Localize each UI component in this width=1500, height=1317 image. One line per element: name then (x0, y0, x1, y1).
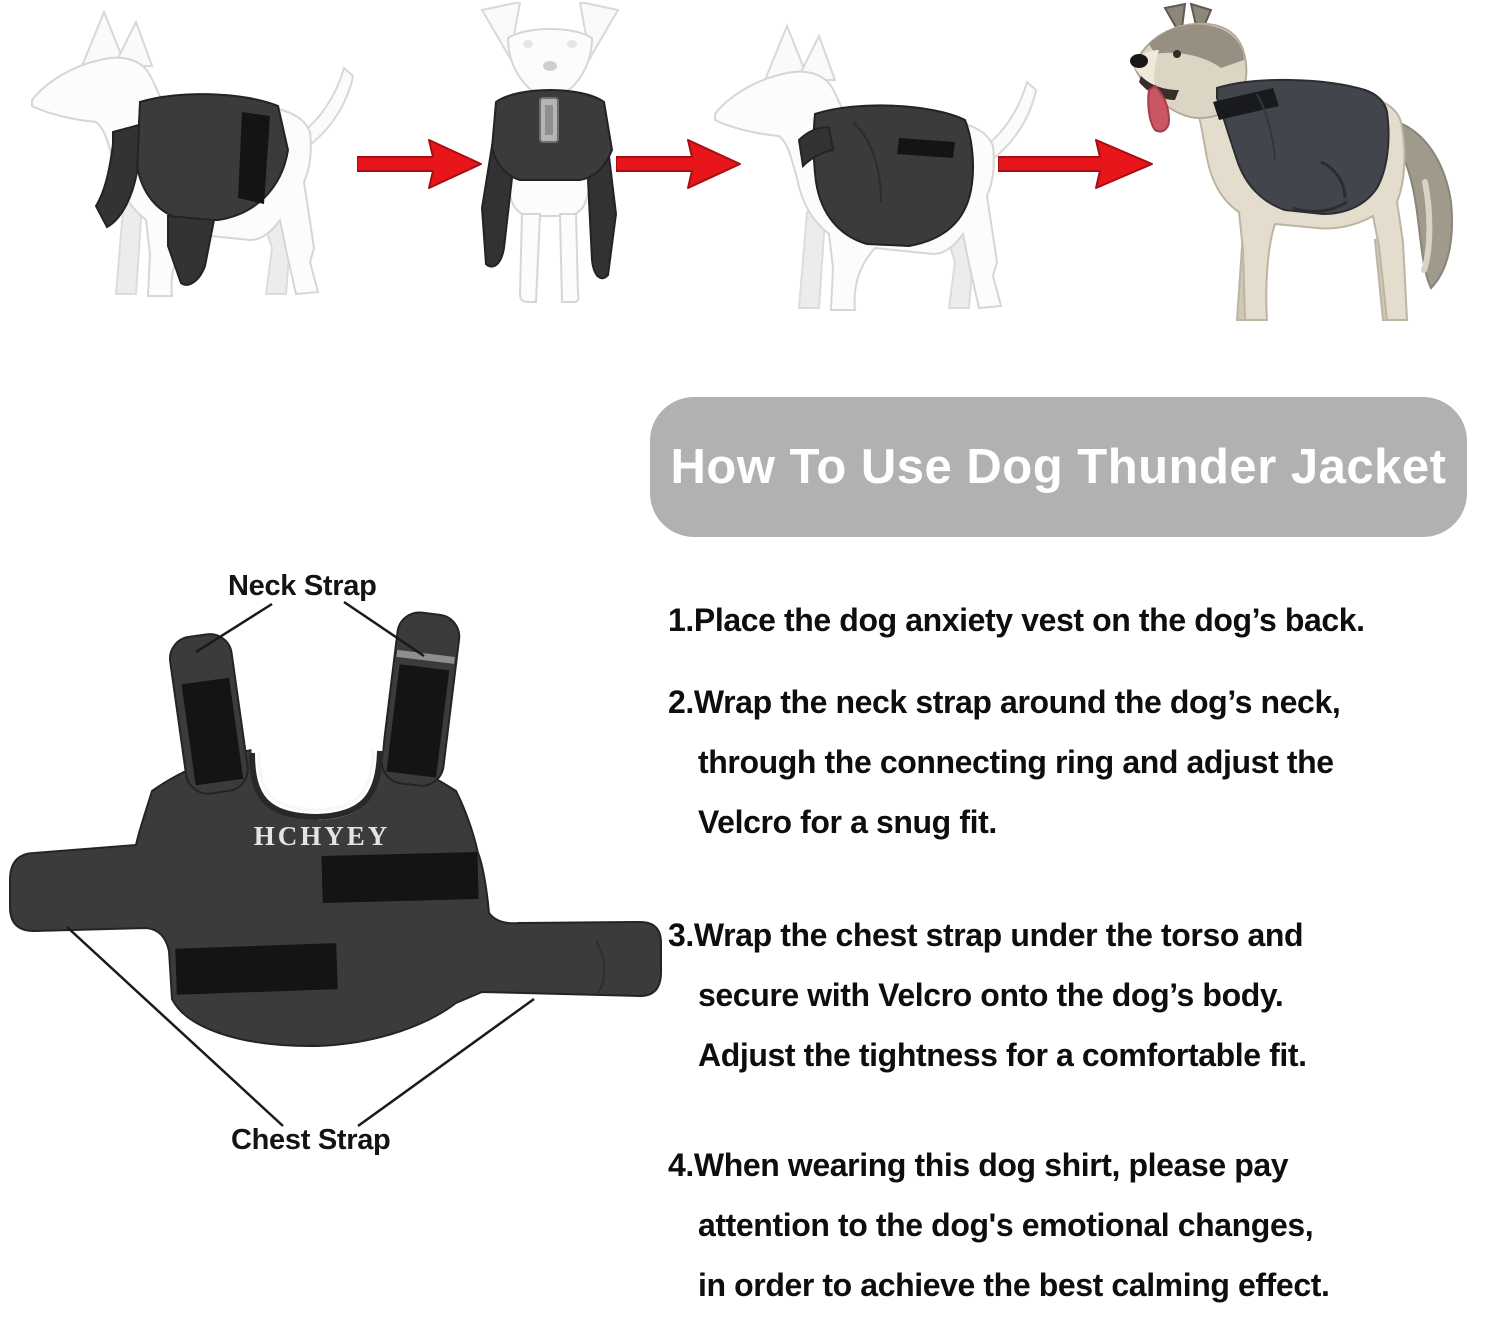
vest-worn-shape (814, 105, 973, 246)
step-line: secure with Velcro onto the dog’s body. (698, 977, 1284, 1013)
vest-big-velcro-patch (321, 852, 478, 903)
vest-flat-lay-diagram (0, 595, 690, 1170)
step-line: in order to achieve the best calming effect. (698, 1267, 1330, 1303)
step-photo-3-vest-worn (703, 22, 1043, 322)
step-item-1 (668, 590, 1500, 650)
chest-strap-label: Chest Strap (231, 1124, 391, 1156)
step-photo-4-real-dog (1125, 2, 1470, 332)
vest-small-velcro-patch (175, 943, 338, 995)
step-line: Adjust the tightness for a comfortable fit. (698, 1037, 1307, 1073)
neck-strap-label: Neck Strap (228, 570, 377, 602)
page-title: How To Use Dog Thunder Jacket (670, 440, 1447, 494)
step-line: attention to the dog's emotional changes, (698, 1207, 1314, 1243)
step-item-3 (668, 905, 1500, 1085)
step-photo-1-vest-draped (20, 8, 355, 308)
neck-strap-callout-line-left (196, 604, 272, 652)
vest-left-neck-strap (167, 631, 250, 796)
step-line: 4.When wearing this dog shirt, please pay (668, 1147, 1289, 1183)
vest-right-neck-strap (379, 610, 461, 788)
step-line: Velcro for a snug fit. (698, 804, 997, 840)
step-item-2 (668, 672, 1500, 852)
arrow-right-icon (357, 138, 483, 190)
step-line: 2.Wrap the neck strap around the dog’s neck, (668, 684, 1341, 720)
step-line: 3.Wrap the chest strap under the torso and (668, 917, 1304, 953)
title-banner (650, 397, 1467, 537)
step-photo-2-neck-strap (470, 2, 630, 310)
step-line: through the connecting ring and adjust the (698, 744, 1334, 780)
brand-text: HCHYEY (253, 821, 391, 851)
step-item-4 (668, 1135, 1500, 1315)
step-line: 1.Place the dog anxiety vest on the dog’s back. (668, 602, 1365, 638)
